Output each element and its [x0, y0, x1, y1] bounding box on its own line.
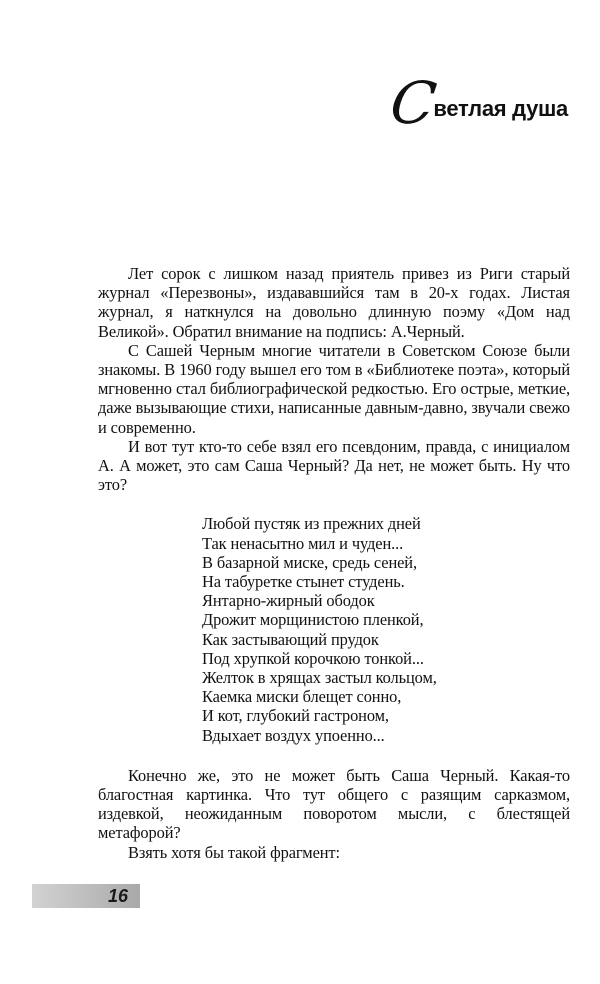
poem-line: Каемка миски блещет сонно, [202, 687, 402, 707]
poem-line: Вдыхает воздух упоенно... [202, 725, 385, 745]
page-number: 16 [107, 886, 128, 906]
poem-line: Под хрупкой корочкою тонкой... [202, 648, 424, 668]
poem-line: Так ненасытно мил и чуден... [202, 533, 404, 553]
chapter-title-initial: С [386, 69, 441, 137]
poem-line: Как застывающий прудок [202, 629, 379, 649]
closing-paragraphs [98, 766, 570, 862]
paragraph: Взять хотя бы такой фрагмент: [128, 842, 340, 862]
paragraph: Лет сорок с лишком назад приятель привез из Риги старый журнал «Перезвоны», издававшийся там в 20-х годах. Листая журнал, я наткнулся на довольно длинную поэму «Дом над Великой». Обратил внимание на подпись: А.Черный. [98, 264, 570, 341]
body-text [98, 264, 570, 862]
paragraph: Конечно же, это не может быть Саша Черный. Какая-то благостная картинка. Что тут общего с разящим сарказмом, издевкой, неожиданным поворотом мысли, с блестящей метафорой? [98, 765, 570, 843]
chapter-title-rest: ветлая душа [433, 96, 568, 121]
poem-line: Желток в хрящах застыл кольцом, [202, 668, 437, 688]
poem-line: В базарной миске, средь сеней, [202, 552, 417, 572]
poem-line: И кот, глубокий гастроном, [202, 706, 389, 726]
poem [202, 514, 570, 744]
paragraph: С Сашей Черным многие читатели в Советском Союзе были знакомы. В 1960 году вышел его том в «Библиотеке поэта», который мгновенно стал библиографической редкостью. Его острые, меткие, даже вызывающие стихи, написанные давным-давно, звучали свежо и современно. [98, 340, 570, 437]
poem-line: Любой пустяк из прежних дней [202, 514, 421, 534]
page-number-tab [32, 884, 140, 908]
paragraph: И вот тут кто-то себе взял его псевдоним, правда, с инициалом А. А может, это сам Саша Черный? Да нет, не может быть. Ну что это? [98, 436, 570, 495]
poem-line: На табуретке стынет студень. [202, 572, 405, 592]
chapter-title [386, 69, 568, 137]
poem-line: Дрожит морщинистою пленкой, [202, 610, 424, 630]
poem-line: Янтарно-жирный ободок [202, 591, 375, 611]
